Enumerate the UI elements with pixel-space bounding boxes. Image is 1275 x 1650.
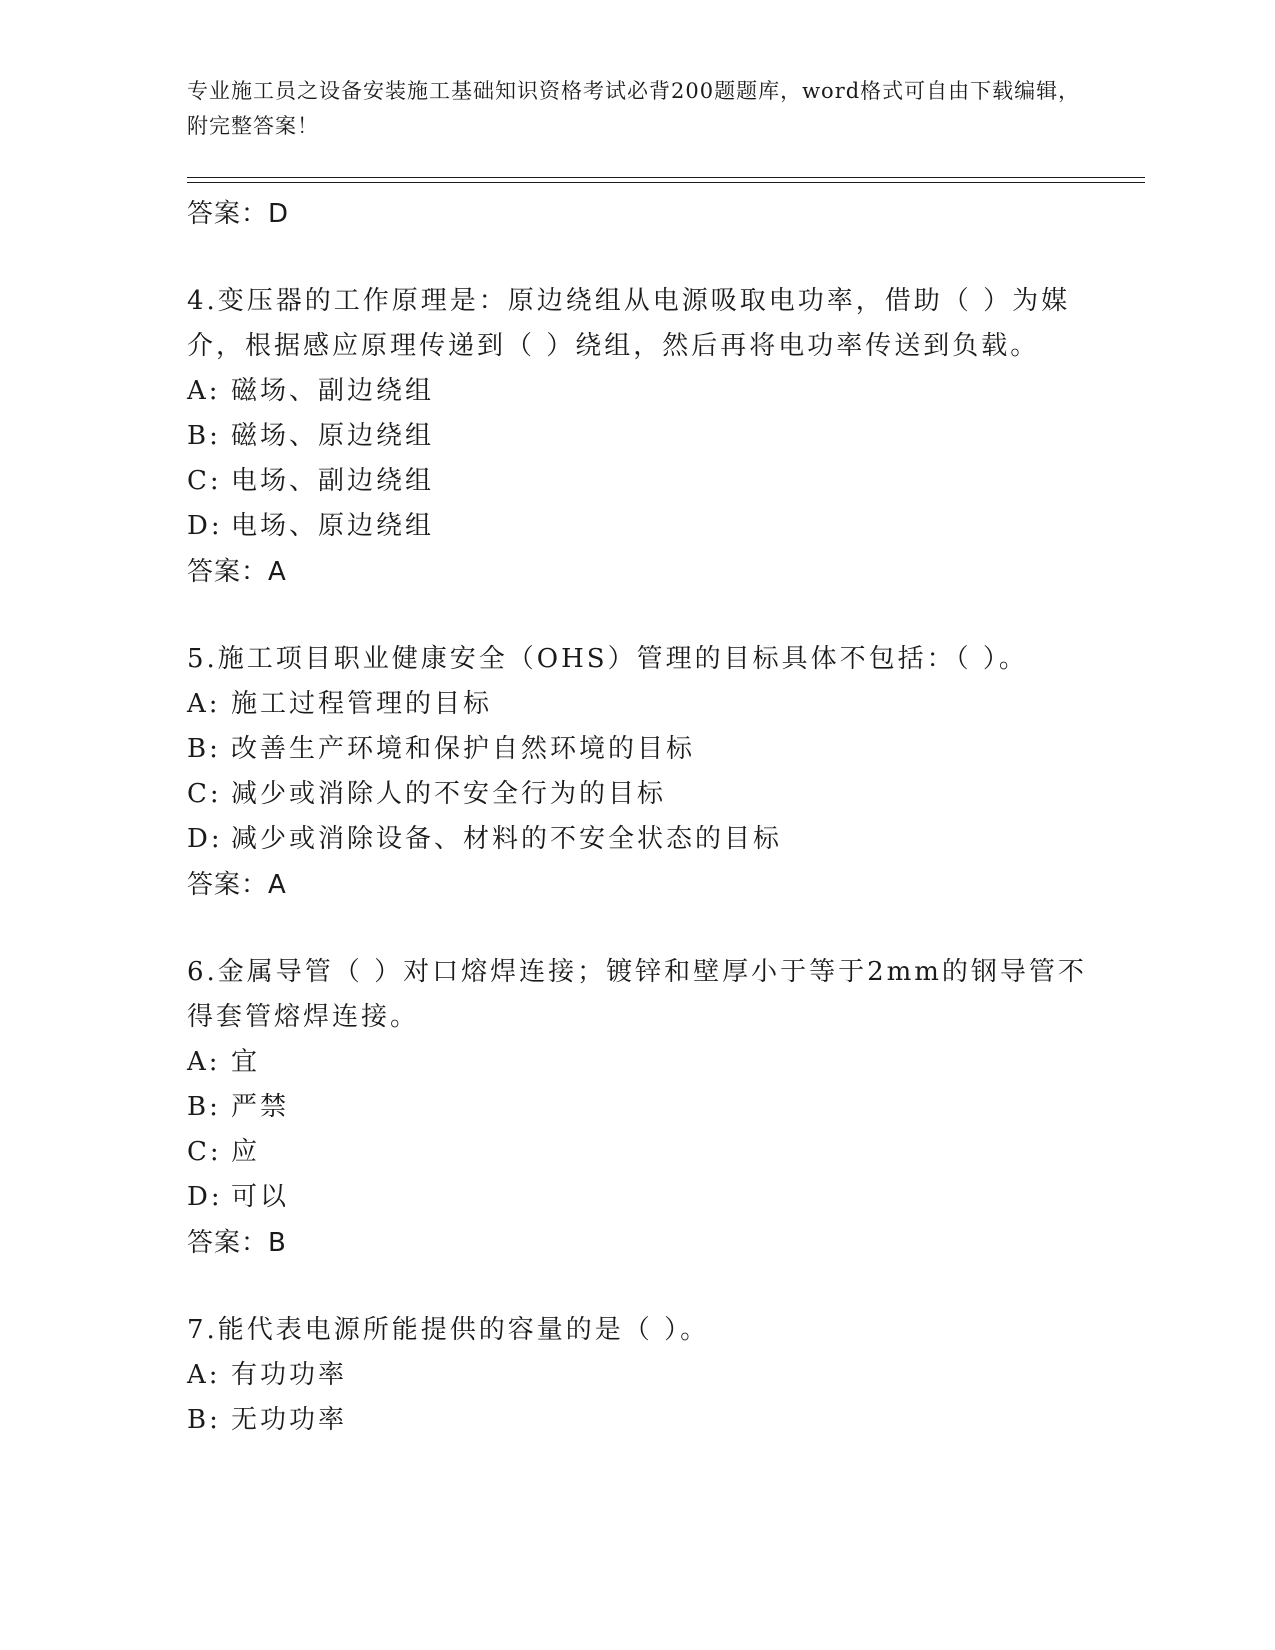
option-text: 减少或消除人的不安全行为的目标 — [231, 779, 667, 809]
option-d — [187, 504, 1087, 549]
option-text: 宜 — [231, 1047, 261, 1077]
option-d — [187, 1175, 1087, 1220]
option-a — [187, 369, 1087, 414]
option-b — [187, 1398, 1087, 1443]
answer-line: 答案：A — [187, 557, 287, 587]
option-key: B: — [187, 734, 221, 764]
question-item — [187, 1308, 1087, 1443]
question-stem: 7.能代表电源所能提供的容量的是（ ）。 — [187, 1315, 710, 1345]
option-c — [187, 772, 1087, 817]
option-key: A: — [187, 1047, 221, 1077]
option-key: A: — [187, 1360, 221, 1390]
header-divider-bottom — [187, 182, 1145, 183]
option-b — [187, 414, 1087, 459]
option-text: 电场、原边绕组 — [231, 511, 435, 541]
option-text: 有功功率 — [231, 1360, 348, 1390]
question-stem: 4.变压器的工作原理是：原边绕组从电源吸取电功率，借助（ ）为媒介，根据感应原理传递到（ ）绕组，然后再将电功率传送到负载。 — [187, 286, 1071, 361]
answer-line: 答案：D — [187, 199, 290, 229]
option-a — [187, 1353, 1087, 1398]
option-key: A: — [187, 689, 221, 719]
answer-line: 答案：A — [187, 870, 287, 900]
option-text: 改善生产环境和保护自然环境的目标 — [231, 734, 696, 764]
header-divider-top — [187, 177, 1145, 178]
option-text: 电场、副边绕组 — [231, 466, 435, 496]
question-list — [187, 187, 1087, 1443]
question-item — [187, 950, 1087, 1266]
option-key: A: — [187, 376, 221, 406]
option-key: D: — [187, 824, 223, 854]
option-key: D: — [187, 1182, 223, 1212]
question-stem: 5.施工项目职业健康安全（OHS）管理的目标具体不包括：（ ）。 — [187, 644, 1028, 674]
option-key: B: — [187, 1405, 221, 1435]
option-a — [187, 682, 1087, 727]
document-header: 专业施工员之设备安装施工基础知识资格考试必背200题题库，word格式可自由下载编辑，附完整答案！ — [187, 79, 1081, 138]
option-key: C: — [187, 1137, 222, 1167]
option-a — [187, 1040, 1087, 1085]
option-b — [187, 727, 1087, 772]
option-text: 严禁 — [231, 1092, 290, 1122]
option-b — [187, 1085, 1087, 1130]
question-item — [187, 279, 1087, 595]
option-text: 应 — [231, 1137, 261, 1167]
option-key: B: — [187, 421, 221, 451]
option-c — [187, 459, 1087, 504]
option-text: 可以 — [231, 1182, 290, 1212]
option-key: D: — [187, 511, 223, 541]
option-text: 磁场、副边绕组 — [231, 376, 435, 406]
option-text: 无功功率 — [231, 1405, 348, 1435]
option-d — [187, 817, 1087, 862]
option-key: C: — [187, 779, 222, 809]
option-text: 减少或消除设备、材料的不安全状态的目标 — [231, 824, 783, 854]
question-stem: 6.金属导管（ ）对口熔焊连接；镀锌和壁厚小于等于2mm的钢导管不得套管熔焊连接。 — [187, 957, 1087, 1032]
option-key: B: — [187, 1092, 221, 1122]
option-key: C: — [187, 466, 222, 496]
answer-line: 答案：B — [187, 1228, 287, 1258]
option-text: 磁场、原边绕组 — [231, 421, 435, 451]
option-c — [187, 1130, 1087, 1175]
option-text: 施工过程管理的目标 — [231, 689, 493, 719]
question-item — [187, 637, 1087, 908]
